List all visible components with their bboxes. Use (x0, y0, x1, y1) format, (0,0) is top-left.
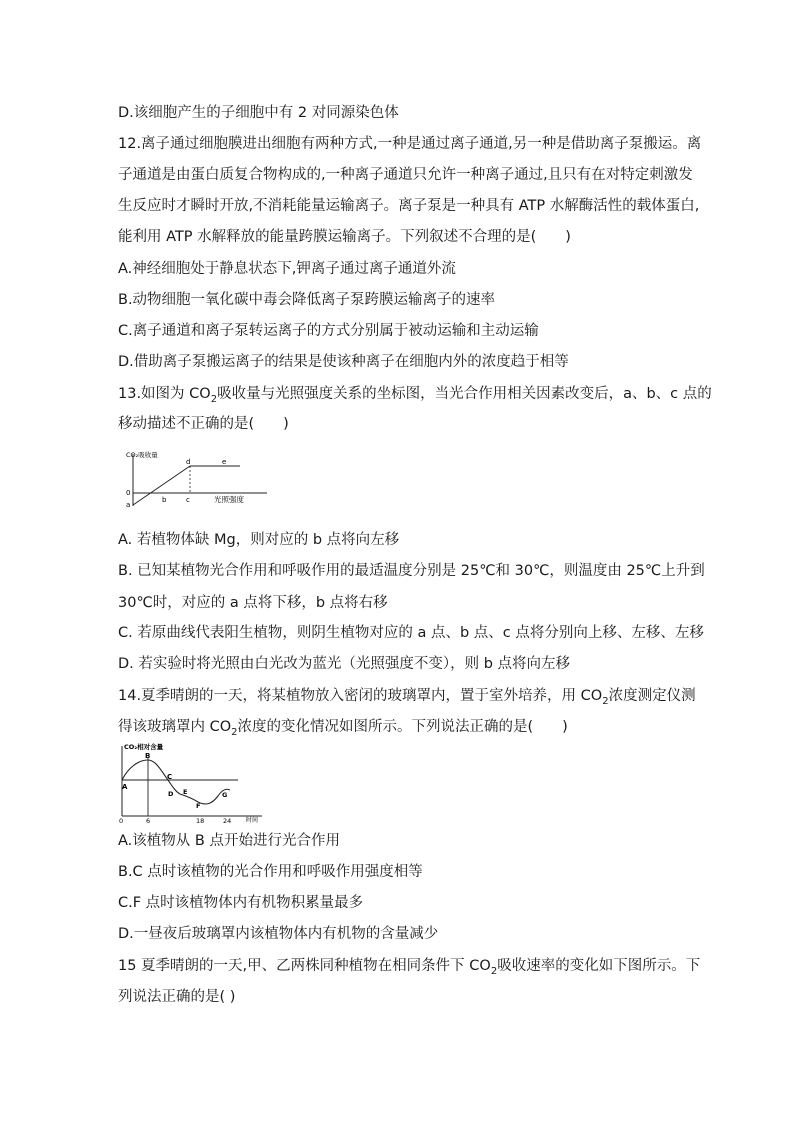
q14-option-b: B.C 点时该植物的光合作用和呼吸作用强度相等 (118, 864, 423, 880)
q13-option-c: C. 若原曲线代表阳生植物，则阴生植物对应的 a 点、b 点、c 点将分别向上移、左移、左移 (118, 625, 704, 641)
q14-stem-line-1: 14.夏季晴朗的一天，将某植物放入密闭的玻璃罩内，置于室外培养，用 $CO_2$浓度测定仪测 (118, 688, 696, 707)
q13-option-b-line-2: 30℃时，对应的 a 点将下移，b 点将右移 (118, 595, 388, 611)
q14-point-f: F (196, 802, 201, 810)
q12-option-d: D.借助离子泵搬运离子的结果是使该种离子在细胞内外的浓度趋于相等 (118, 354, 569, 370)
q12-stem-line-1: 12.离子通过细胞膜进出细胞有两种方式,一种是通过离子通道,另一种是借助离子泵搬运。离 (118, 136, 702, 152)
q14-point-b: B (145, 752, 151, 760)
q14-tick-18: 18 (196, 817, 205, 824)
q13-stem-line-1: 13.如图为 $CO_2$吸收量与光照强度关系的坐标图，当光合作用相关因素改变后，a、b、c 点的 (118, 386, 712, 405)
q12-option-a: A.神经细胞处于静息状态下,钾离子通过离子通道外流 (118, 261, 456, 277)
q14-stem-line-2: 得该玻璃罩内 $CO_2$浓度的变化情况如图所示。下列说法正确的是( ) (118, 719, 568, 738)
q14-option-d: D.一昼夜后玻璃罩内该植物体内有机物的含量减少 (118, 926, 439, 942)
q14-point-g: G (222, 791, 228, 799)
q13-option-d: D. 若实验时将光照由白光改为蓝光（光照强度不变），则 b 点将向左移 (118, 656, 571, 672)
q13-option-b-line-1: B. 已知某植物光合作用和呼吸作用的最适温度分别是 25℃和 30℃，则温度由 25℃上升到 (118, 563, 705, 579)
q14-option-c: C.F 点时该植物体内有机物积累量最多 (118, 895, 364, 911)
q14-co2-curve (122, 760, 230, 804)
q13-point-b: b (162, 496, 167, 504)
q12-option-b: B.动物细胞一氧化碳中毒会降低离子泵跨膜运输离子的速率 (118, 292, 496, 308)
q14-point-a: A (122, 783, 128, 791)
q14-tick-0: 0 (119, 817, 124, 824)
q13-x-label: 光照强度 (214, 495, 244, 504)
q13-option-a: A. 若植物体缺 Mg，则对应的 b 点将向左移 (118, 532, 400, 548)
q14-option-a: A.该植物从 B 点开始进行光合作用 (118, 833, 340, 849)
q14-point-c: C (167, 773, 173, 781)
q14-tick-24: 24 (223, 817, 232, 824)
q12-stem-line-4: 能利用 ATP 水解释放的能量跨膜运输离子。下列叙述不合理的是( ) (118, 229, 571, 245)
q14-co2-concentration-graph (116, 742, 266, 824)
q15-stem-line-1: 15 夏季晴朗的一天,甲、乙两株同种植物在相同条件下 $CO_2$吸收速率的变化如下图所示。下 (118, 958, 701, 977)
q13-point-e: e (222, 458, 227, 466)
q14-tick-6: 6 (146, 817, 151, 824)
q12-option-c: C.离子通道和离子泵转运离子的方式分别属于被动运输和主动运输 (118, 323, 539, 339)
q13-light-curve-graph (122, 448, 272, 514)
q14-y-label: CO₂相对含量 (124, 743, 164, 751)
q13-point-a: a (126, 501, 131, 509)
q13-y-label: CO₂吸收量 (126, 451, 158, 459)
q13-origin-label: 0 (126, 489, 131, 497)
q15-stem-line-2: 列说法正确的是( ) (118, 989, 236, 1005)
q13-point-d: d (186, 458, 191, 466)
q11-option-d: D.该细胞产生的子细胞中有 2 对同源染色体 (118, 105, 399, 121)
q14-x-label: 时间 (246, 817, 259, 824)
q12-stem-line-2: 子通道是由蛋白质复合物构成的,一种离子通道只允许一种离子通过,且只有在对特定刺激发 (118, 167, 693, 183)
q14-point-e: E (183, 788, 188, 796)
q14-point-d: D (168, 790, 174, 798)
q12-stem-line-3: 生反应时才瞬时开放,不消耗能量运输离子。离子泵是一种具有 ATP 水解酶活性的载体蛋白, (118, 198, 700, 214)
q13-stem-line-2: 移动描述不正确的是( ) (118, 416, 289, 432)
q13-point-c: c (186, 496, 190, 504)
